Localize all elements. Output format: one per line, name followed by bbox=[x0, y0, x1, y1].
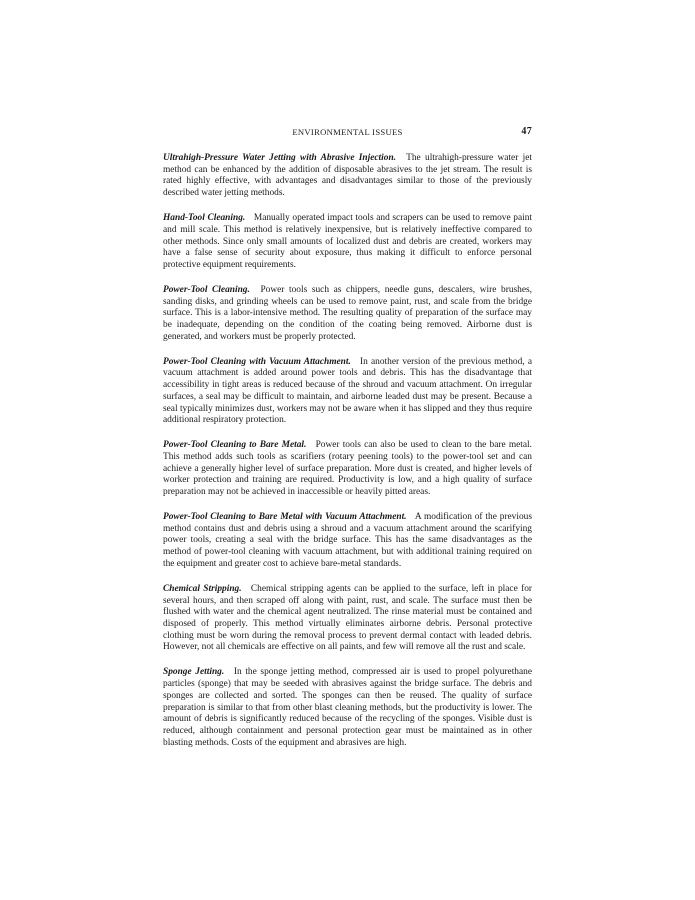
section-heading: Hand-Tool Cleaning. bbox=[163, 213, 246, 224]
section-paragraph bbox=[163, 213, 532, 272]
section-heading: Sponge Jetting. bbox=[163, 667, 225, 678]
section-body: A modification of the previous method contains dust and debris using a shroud and a vacuum attachment around the scarifying power tools, creating a seal with the bridge surface. This has the same disadvantages as the method of power-tool cleaning with vacuum attachment, but with additional training required on the equipment and greater cost to achieve bare-metal standards. bbox=[163, 512, 532, 569]
section-paragraph bbox=[163, 357, 532, 427]
section-body: Power tools can also be used to clean to the bare metal. This method adds such tools as scarifiers (rotary peening tools) to the power-tool set and can achieve a generally higher level of surface preparation. More dust is created, and higher levels of worker protection and training are required. Productivity is low, and a high quality of surface preparation may not be achieved in inaccessible or heavily pitted areas. bbox=[163, 440, 532, 498]
section-heading: Power-Tool Cleaning with Vacuum Attachment. bbox=[163, 356, 351, 367]
section-paragraph bbox=[163, 440, 532, 499]
page-number: 47 bbox=[521, 126, 532, 137]
section-heading: Ultrahigh-Pressure Water Jetting with Abrasive Injection. bbox=[163, 153, 397, 163]
section-body: In another version of the previous method, a vacuum attachment is added around power tools and debris. This has the disadvantage that accessibility in tight areas is reduced because of the shroud and vacuum attachment. On irregular surfaces, a seal may be difficult to maintain, and airborne leaded dust may be present. Because a seal typically minimizes dust, workers may not be aware when it has slipped and they thus require additional respiratory protection. bbox=[163, 356, 532, 426]
document-page bbox=[163, 126, 532, 763]
section-paragraph bbox=[163, 512, 532, 571]
section-heading: Power-Tool Cleaning to Bare Metal with Vacuum Attachment. bbox=[163, 512, 407, 523]
section-body: Power tools such as chippers, needle guns, descalers, wire brushes, sanding disks, and grinding wheels can be used to remove paint, rust, and scale from the bridge surface. This is a labor-intensive method. The resulting quality of preparation of the surface may be inadequate, depending on the condition of the coating being removed. Airborne dust is generated, and workers must be properly protected. bbox=[163, 284, 533, 342]
running-header-title: ENVIRONMENTAL ISSUES bbox=[292, 127, 403, 137]
section-paragraph bbox=[163, 584, 532, 654]
running-header bbox=[163, 126, 532, 140]
section-heading: Power-Tool Cleaning. bbox=[163, 284, 250, 295]
section-paragraph bbox=[163, 667, 532, 749]
section-body: The ultrahigh-pressure water jet method can be enhanced by the addition of disposable abrasives to the jet stream. The result is rated highly effective, with advantages and disadvantages similar to those of the previously described water jetting methods. bbox=[163, 153, 532, 199]
section-body: In the sponge jetting method, compressed air is used to propel polyurethane particles (sponge) that may be seeded with abrasives against the bridge surface. The debris and sponges are collected and sorted. The sponges can then be reused. The quality of surface preparation is similar to that from other blast cleaning methods, but the productivity is lower. The amount of debris is significantly reduced because of the recycling of the sponges. Visible dust is reduced, although containment and personal protection gear must be maintained as in other blasting methods. Costs of the equipment and abrasives are high. bbox=[163, 667, 533, 748]
section-body: Chemical stripping agents can be applied to the surface, left in place for several hours, and then scraped off along with paint, rust, and scale. The surface must then be flushed with water and the chemical agent neutralized. The rinse material must be contained and disposed of properly. This method virtually eliminates airborne debris. Personal protective clothing must be worn during the removal process to prevent dermal contact with leaded debris. However, not all chemicals are effective on all paints, and few will remove all the rust and scale. bbox=[163, 583, 533, 653]
section-paragraph bbox=[163, 153, 532, 200]
section-heading: Chemical Stripping. bbox=[163, 583, 242, 594]
section-paragraph bbox=[163, 285, 532, 344]
section-body: Manually operated impact tools and scrapers can be used to remove paint and mill scale. This method is relatively inexpensive, but is relatively ineffective compared to other methods. Since only small amounts of localized dust and debris are created, workers may have a false sense of security about exposure, thus making it difficult to enforce personal protective equipment requirements. bbox=[163, 213, 533, 270]
section-heading: Power-Tool Cleaning to Bare Metal. bbox=[163, 440, 307, 451]
